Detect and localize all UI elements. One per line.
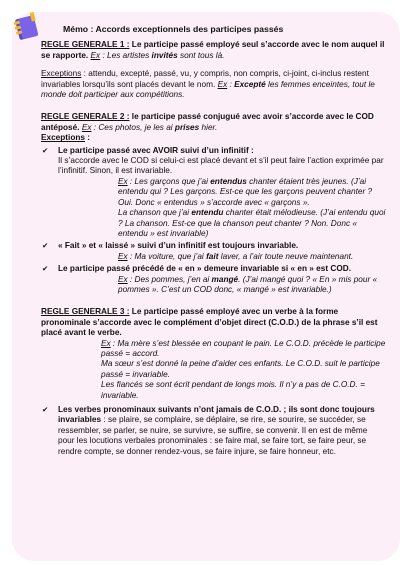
example-label: Ex (101, 338, 111, 348)
list-item (41, 241, 386, 262)
exceptions-2-label: Exceptions (41, 133, 86, 143)
list-item-body: Il s’accorde avec le COD si celui-ci est placé devant et s’il peut faire l’action exprimée par l’infinitif. Sinon, il est invariable. (58, 156, 384, 176)
rule-3-label: REGLE GENERALE 3 : (41, 307, 130, 317)
list-item-example (118, 252, 386, 262)
example-end: chanter étaient très jeunes. (J’ai entendu qui ? Les garçons. Est-ce que les garçons peuvent chanter ? Oui. Donc « entendus » s’accorde avec « garçons ». (118, 176, 373, 207)
example-word: entendu (191, 208, 224, 218)
rule-2-ex-end: hier. (199, 122, 218, 132)
rule-3-example-2: Ma sœur s’est donné la peine d’aider ces enfants. Le C.O.D. suit le participe passé = invariable. (101, 359, 380, 379)
exceptions-2-list (41, 146, 386, 296)
example-text: : Ma mère s’est blessée en coupant le pain. Le C.O.D. précède le participe passé = accord. (101, 338, 386, 358)
example-end: . (J’ai mangé quoi ? « En » mis pour « pommes ». C’est un COD donc, « mangé » est invariable.) (118, 274, 378, 294)
example-text: : Des pommes, j’en ai (127, 274, 212, 284)
exceptions-1-label: Exceptions (41, 69, 82, 79)
list-item-example (118, 177, 386, 208)
rule-2-label: REGLE GENERALE 2 : (41, 112, 130, 122)
list-item-head: ✔ Le participe passé précédé de « en » demeure invariable si « en » est COD. (58, 264, 352, 274)
exceptions-1-ex-text: : (227, 79, 235, 89)
list-item-example-2 (118, 208, 386, 239)
rule-3-list (41, 405, 386, 457)
example-text: La chanson que j’ai (118, 208, 192, 218)
memo-title: Mémo : Accords exceptionnels des participes passés (63, 24, 284, 34)
exceptions-1-ex-label: Ex (217, 79, 228, 89)
rule-1-ex-text: : Les artistes (100, 50, 152, 60)
example-label: Ex (118, 274, 128, 284)
example-text: : Les garçons que j’ai (127, 176, 211, 186)
memo-card (12, 12, 400, 561)
list-item (41, 405, 386, 457)
list-item-head: ✔ « Fait » et « laissé » suivi d’un infinitif est toujours invariable. (58, 241, 299, 251)
rule-1-text: Le participe passé employé seul s’accorde avec le nom auquel il se rapporte. (41, 40, 385, 60)
exceptions-1-ex-end: les femmes enceintes, tout le monde doit participer aux compétitions. (41, 79, 375, 100)
rule-3 (41, 307, 386, 338)
example-text: : Ma voiture, que j’ai (127, 251, 207, 261)
rule-2-text: le participe passé conjugué avec avoir s’accorde avec le COD antéposé. (41, 112, 374, 132)
notebook-icon (12, 12, 42, 42)
rule-2 (41, 112, 386, 133)
list-item (41, 146, 386, 240)
rule-2-ex-label: Ex (81, 122, 92, 132)
example-label: Ex (118, 251, 128, 261)
rule-1-ex-label: Ex (90, 50, 101, 60)
list-item (41, 264, 386, 295)
example-end: laver, a l’air toute neuve maintenant. (218, 251, 354, 261)
example-word: fait (206, 251, 219, 261)
example-end: chanter était mélodieuse. (J’ai entendu quoi ? La chanson. Est-ce que la chanson peut chanter ? Non. Donc « entendu » est invariable) (118, 208, 386, 238)
exceptions-2-heading: Exceptions : (41, 133, 91, 143)
rule-1-label: REGLE GENERALE 1 : (41, 40, 130, 50)
example-label: Ex (118, 176, 128, 186)
example-word: entendus (210, 176, 247, 186)
exceptions-1-ex-word: Excepté (234, 79, 266, 89)
rule-3-example-3: Les fiancés se sont écrit pendant de longs mois. Il n’y a pas de C.O.D. = invariable. (101, 380, 365, 400)
list-item-head: ✔ Le participe passé avec AVOIR suivi d’un infinitif : (58, 145, 254, 155)
list-item-head: Les verbes pronominaux suivants n’ont jamais de C.O.D. ; ils sont donc toujours invariables (58, 405, 375, 425)
rule-1-ex-end: sont tous là. (177, 50, 225, 60)
rule-2-ex-word: prises (174, 122, 200, 132)
rule-1-ex-word: invités (151, 50, 178, 60)
exceptions-1 (41, 69, 386, 100)
rule-3-text: Le participe passé employé avec un verbe à la forme pronominale s’accorde avec le complément d’objet direct (C.O.D.) de la phrase s’il est placé avant le verbe. (41, 307, 378, 338)
example-word: mangé (211, 274, 239, 284)
list-item-body: : se plaire, se complaire, se déplaire, se rire, se sourire, se succéder, se ressembler, se parler, se nuire, se survivre, se suffire, se convenir. Il en est de même pour les locutions verbales pronominales : se faire mal, se faire tort, se faire peur, se rendre compte, se donner rendez-vous, se faire injure, se faire honneur, etc. (58, 415, 368, 456)
rule-3-example-1 (101, 339, 386, 360)
rule-2-ex-text: : Ces photos, je les ai (91, 122, 175, 132)
rule-1 (41, 40, 386, 61)
list-item-example (118, 275, 386, 296)
exceptions-1-text: : attendu, excepté, passé, vu, y compris, non compris, ci-joint, ci-inclus restent invariables lorsqu’ils sont placés devant le nom. (41, 69, 369, 89)
